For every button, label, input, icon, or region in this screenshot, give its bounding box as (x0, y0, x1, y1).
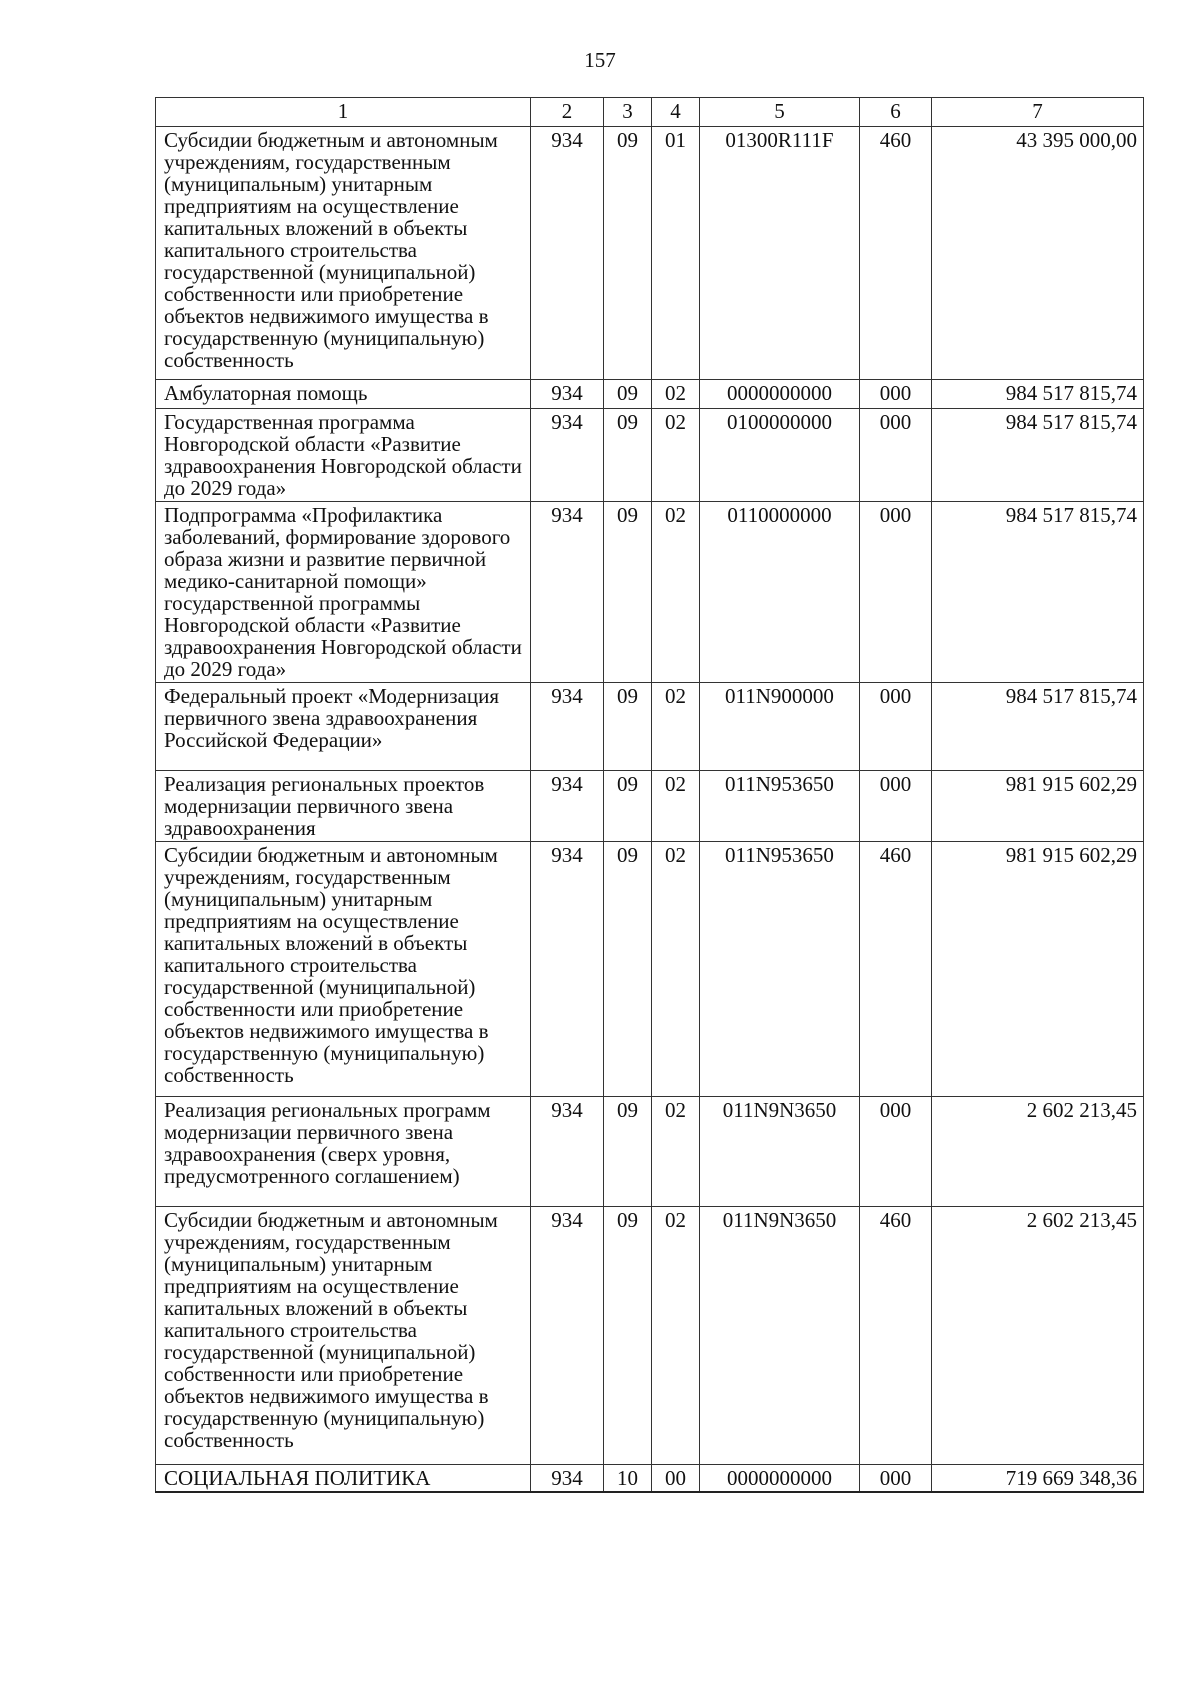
row-subsection-cell: 00 (652, 1465, 700, 1493)
row-section-cell: 09 (604, 502, 652, 683)
page-number: 157 (584, 48, 616, 72)
row-subsection-cell: 01 (652, 127, 700, 380)
row-code-cell: 934 (531, 127, 604, 380)
row-target-article-cell: 0000000000 (700, 380, 860, 409)
row-expense-type-cell: 000 (860, 502, 932, 683)
table-row (156, 409, 1144, 502)
row-target-article-cell: 0100000000 (700, 409, 860, 502)
header-cell: 2 (531, 98, 604, 127)
table-row (156, 683, 1144, 771)
row-code-cell: 934 (531, 771, 604, 842)
row-section-cell: 09 (604, 842, 652, 1097)
row-subsection-cell: 02 (652, 771, 700, 842)
row-subsection-cell: 02 (652, 1207, 700, 1465)
row-code-cell: 934 (531, 1465, 604, 1493)
row-subsection-cell: 02 (652, 380, 700, 409)
row-target-article-cell: 011N953650 (700, 842, 860, 1097)
header-cell: 6 (860, 98, 932, 127)
row-section-cell: 09 (604, 1207, 652, 1465)
row-expense-type-cell: 460 (860, 1207, 932, 1465)
table-row (156, 842, 1144, 1097)
row-code-cell: 934 (531, 1207, 604, 1465)
row-expense-type-cell: 000 (860, 1465, 932, 1493)
row-target-article-cell: 01300R111F (700, 127, 860, 380)
row-expense-type-cell: 000 (860, 380, 932, 409)
row-amount-cell: 981 915 602,29 (932, 842, 1144, 1097)
row-name-cell: Реализация региональных проектов модернизации первичного звена здравоохранения (156, 771, 531, 842)
row-amount-cell: 984 517 815,74 (932, 409, 1144, 502)
row-code-cell: 934 (531, 380, 604, 409)
row-target-article-cell: 0000000000 (700, 1465, 860, 1493)
row-name-cell: Амбулаторная помощь (156, 380, 531, 409)
table-row (156, 771, 1144, 842)
row-subsection-cell: 02 (652, 842, 700, 1097)
header-cell: 5 (700, 98, 860, 127)
row-amount-cell: 981 915 602,29 (932, 771, 1144, 842)
row-expense-type-cell: 460 (860, 842, 932, 1097)
row-name-cell: Субсидии бюджетным и автономным учреждениям, государственным (муниципальным) унитарным предприятиям на осуществление капитальных вложений в объекты капитального строительства государственной (муниципальной) собственности или приобретение объектов недвижимого имущества в государственную (муниципальную) собственность (156, 842, 531, 1097)
row-name-cell: Реализация региональных программ модернизации первичного звена здравоохранения (сверх уровня, предусмотренного соглашением) (156, 1097, 531, 1207)
row-code-cell: 934 (531, 409, 604, 502)
row-target-article-cell: 011N953650 (700, 771, 860, 842)
row-amount-cell: 2 602 213,45 (932, 1207, 1144, 1465)
row-target-article-cell: 011N9N3650 (700, 1097, 860, 1207)
row-name-cell: Государственная программа Новгородской области «Развитие здравоохранения Новгородской области до 2029 года» (156, 409, 531, 502)
row-name-cell: Субсидии бюджетным и автономным учреждениям, государственным (муниципальным) унитарным предприятиям на осуществление капитальных вложений в объекты капитального строительства государственной (муниципальной) собственности или приобретение объектов недвижимого имущества в государственную (муниципальную) собственность (156, 127, 531, 380)
row-section-cell: 09 (604, 771, 652, 842)
row-section-cell: 09 (604, 1097, 652, 1207)
header-cell: 3 (604, 98, 652, 127)
row-expense-type-cell: 000 (860, 683, 932, 771)
row-name-cell: Субсидии бюджетным и автономным учреждениям, государственным (муниципальным) унитарным предприятиям на осуществление капитальных вложений в объекты капитального строительства государственной (муниципальной) собственности или приобретение объектов недвижимого имущества в государственную (муниципальную) собственность (156, 1207, 531, 1465)
row-code-cell: 934 (531, 1097, 604, 1207)
budget-table (155, 97, 1144, 1493)
row-amount-cell: 984 517 815,74 (932, 502, 1144, 683)
table-row (156, 502, 1144, 683)
row-expense-type-cell: 000 (860, 409, 932, 502)
row-section-cell: 09 (604, 683, 652, 771)
table-row (156, 127, 1144, 380)
row-amount-cell: 984 517 815,74 (932, 380, 1144, 409)
row-target-article-cell: 0110000000 (700, 502, 860, 683)
row-subsection-cell: 02 (652, 409, 700, 502)
table-row (156, 380, 1144, 409)
row-name-cell: Федеральный проект «Модернизация первичного звена здравоохранения Российской Федерации» (156, 683, 531, 771)
row-section-cell: 09 (604, 380, 652, 409)
header-cell: 4 (652, 98, 700, 127)
table-row (156, 1465, 1144, 1493)
table-row (156, 1097, 1144, 1207)
row-target-article-cell: 011N9N3650 (700, 1207, 860, 1465)
row-target-article-cell: 011N900000 (700, 683, 860, 771)
row-section-cell: 09 (604, 127, 652, 380)
row-subsection-cell: 02 (652, 502, 700, 683)
row-amount-cell: 719 669 348,36 (932, 1465, 1144, 1493)
row-expense-type-cell: 000 (860, 771, 932, 842)
row-name-cell: Подпрограмма «Профилактика заболеваний, формирование здорового образа жизни и развитие первичной медико-санитарной помощи» государственной программы Новгородской области «Развитие здравоохранения Новгородской области до 2029 года» (156, 502, 531, 683)
row-code-cell: 934 (531, 842, 604, 1097)
row-amount-cell: 43 395 000,00 (932, 127, 1144, 380)
row-subsection-cell: 02 (652, 683, 700, 771)
row-code-cell: 934 (531, 683, 604, 771)
header-cell: 1 (156, 98, 531, 127)
row-code-cell: 934 (531, 502, 604, 683)
row-section-cell: 09 (604, 409, 652, 502)
row-amount-cell: 2 602 213,45 (932, 1097, 1144, 1207)
row-amount-cell: 984 517 815,74 (932, 683, 1144, 771)
row-expense-type-cell: 000 (860, 1097, 932, 1207)
row-section-cell: 10 (604, 1465, 652, 1493)
row-subsection-cell: 02 (652, 1097, 700, 1207)
table-header-row (156, 98, 1144, 127)
row-name-cell: СОЦИАЛЬНАЯ ПОЛИТИКА (156, 1465, 531, 1493)
header-cell: 7 (932, 98, 1144, 127)
table-row (156, 1207, 1144, 1465)
row-expense-type-cell: 460 (860, 127, 932, 380)
